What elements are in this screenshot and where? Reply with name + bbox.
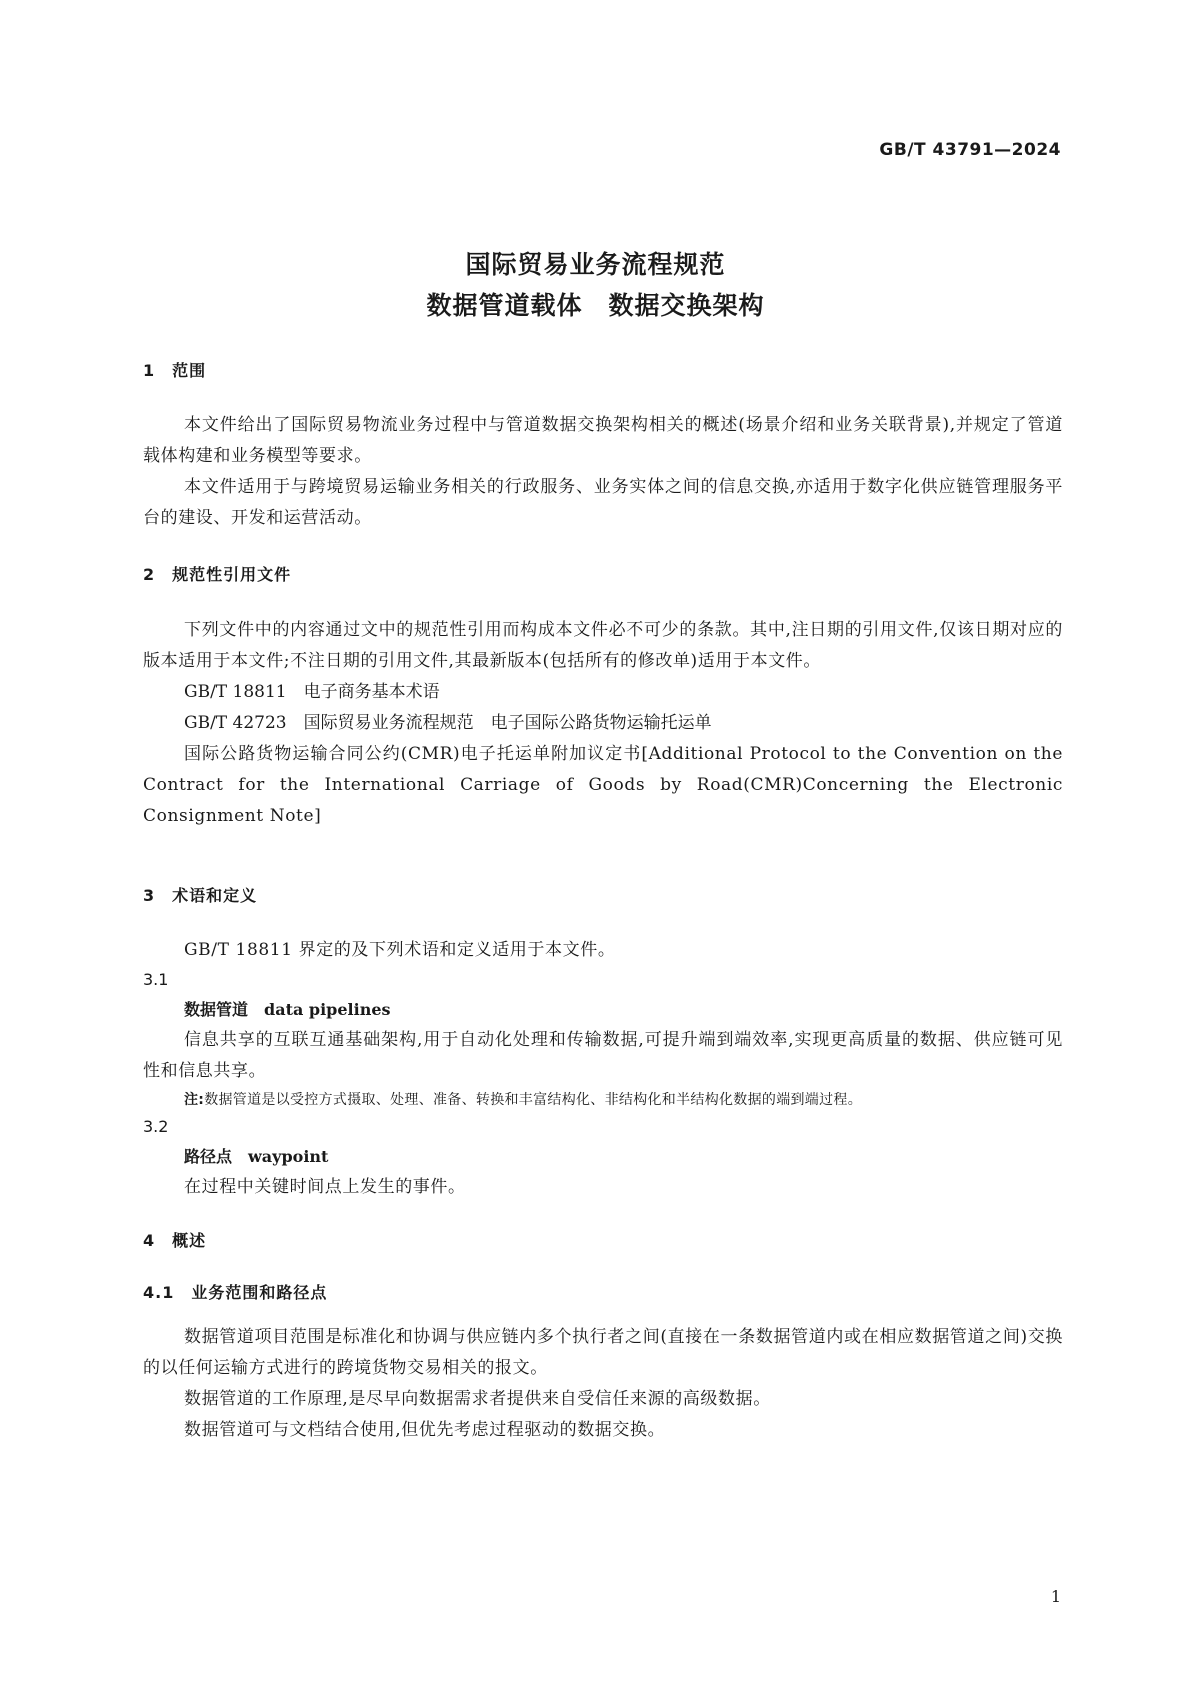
- section-4-1-paragraph-1: 数据管道项目范围是标准化和协调与供应链内多个执行者之间(直接在一条数据管道内或在相应数据管道之间)交换的以任何运输方式进行的跨境货物交易相关的报文。: [143, 1327, 1063, 1378]
- section-4-1-heading-block: [143, 1280, 1063, 1303]
- section-2-heading-block: [143, 562, 1063, 585]
- document-title-line2: 数据管道载体 数据交换架构: [426, 291, 765, 320]
- term-3-2-number: 3.2: [143, 1117, 169, 1136]
- section-3-body: [143, 935, 1063, 1203]
- section-4-1-heading: 4.1 业务范围和路径点: [143, 1283, 328, 1302]
- term-3-1-definition: 信息共享的互联互通基础架构,用于自动化处理和传输数据,可提升端到端效率,实现更高质量的数据、供应链可见性和信息共享。: [143, 1030, 1063, 1081]
- standard-code: GB/T 43791—2024: [879, 140, 1061, 160]
- term-3-1-zh: 数据管道: [184, 1000, 249, 1019]
- page-number: 1: [1050, 1587, 1061, 1606]
- term-3-1-number: 3.1: [143, 970, 169, 989]
- section-1-paragraph-1: 本文件给出了国际贸易物流业务过程中与管道数据交换架构相关的概述(场景介绍和业务关联背景),并规定了管道载体构建和业务模型等要求。: [143, 415, 1063, 466]
- section-3-intro: GB/T 18811 界定的及下列术语和定义适用于本文件。: [184, 940, 616, 960]
- section-2-paragraph-1: 下列文件中的内容通过文中的规范性引用而构成本文件必不可少的条款。其中,注日期的引用文件,仅该日期对应的版本适用于本文件;不注日期的引用文件,其最新版本(包括所有的修改单)适用于本文件。: [143, 620, 1063, 671]
- section-4-1-paragraph-2: 数据管道的工作原理,是尽早向数据需求者提供来自受信任来源的高级数据。: [184, 1389, 771, 1409]
- term-3-2-definition: 在过程中关键时间点上发生的事件。: [184, 1177, 466, 1197]
- section-4-1-paragraph-3: 数据管道可与文档结合使用,但优先考虑过程驱动的数据交换。: [184, 1420, 666, 1440]
- section-1-heading-block: [143, 358, 1063, 381]
- normative-reference-1: GB/T 18811 电子商务基本术语: [184, 682, 440, 702]
- section-3-heading: 3 术语和定义: [143, 886, 258, 905]
- term-3-1-en: data pipelines: [264, 1000, 391, 1019]
- note-text: 数据管道是以受控方式摄取、处理、准备、转换和丰富结构化、非结构化和半结构化数据的端到端过程。: [204, 1092, 862, 1108]
- term-3-2-zh: 路径点: [184, 1147, 233, 1166]
- section-4-heading-block: [143, 1228, 1063, 1251]
- term-3-2-en: waypoint: [248, 1147, 329, 1166]
- term-3-1-note: [143, 1087, 1063, 1113]
- section-2-body: [143, 615, 1063, 832]
- section-4-heading: 4 概述: [143, 1231, 207, 1250]
- term-3-2-name: [143, 1141, 1063, 1172]
- normative-reference-3: 国际公路货物运输合同公约(CMR)电子托运单附加议定书[Additional Protocol to the Convention on the Contract for the International Carriage of Goods by Road(CMR)Concerning the Electronic Consignment Note]: [143, 744, 1063, 826]
- section-1-body: [143, 410, 1063, 534]
- section-3-heading-block: [143, 883, 1063, 906]
- section-4-1-body: [143, 1322, 1063, 1446]
- section-1-heading: 1 范围: [143, 361, 207, 380]
- normative-reference-2: GB/T 42723 国际贸易业务流程规范 电子国际公路货物运输托运单: [184, 713, 712, 733]
- term-3-1-name: [143, 994, 1063, 1025]
- section-1-paragraph-2: 本文件适用于与跨境贸易运输业务相关的行政服务、业务实体之间的信息交换,亦适用于数字化供应链管理服务平台的建设、开发和运营活动。: [143, 477, 1063, 528]
- document-title-line1: 国际贸易业务流程规范: [465, 250, 726, 279]
- section-2-heading: 2 规范性引用文件: [143, 565, 292, 584]
- note-label: 注:: [184, 1092, 205, 1108]
